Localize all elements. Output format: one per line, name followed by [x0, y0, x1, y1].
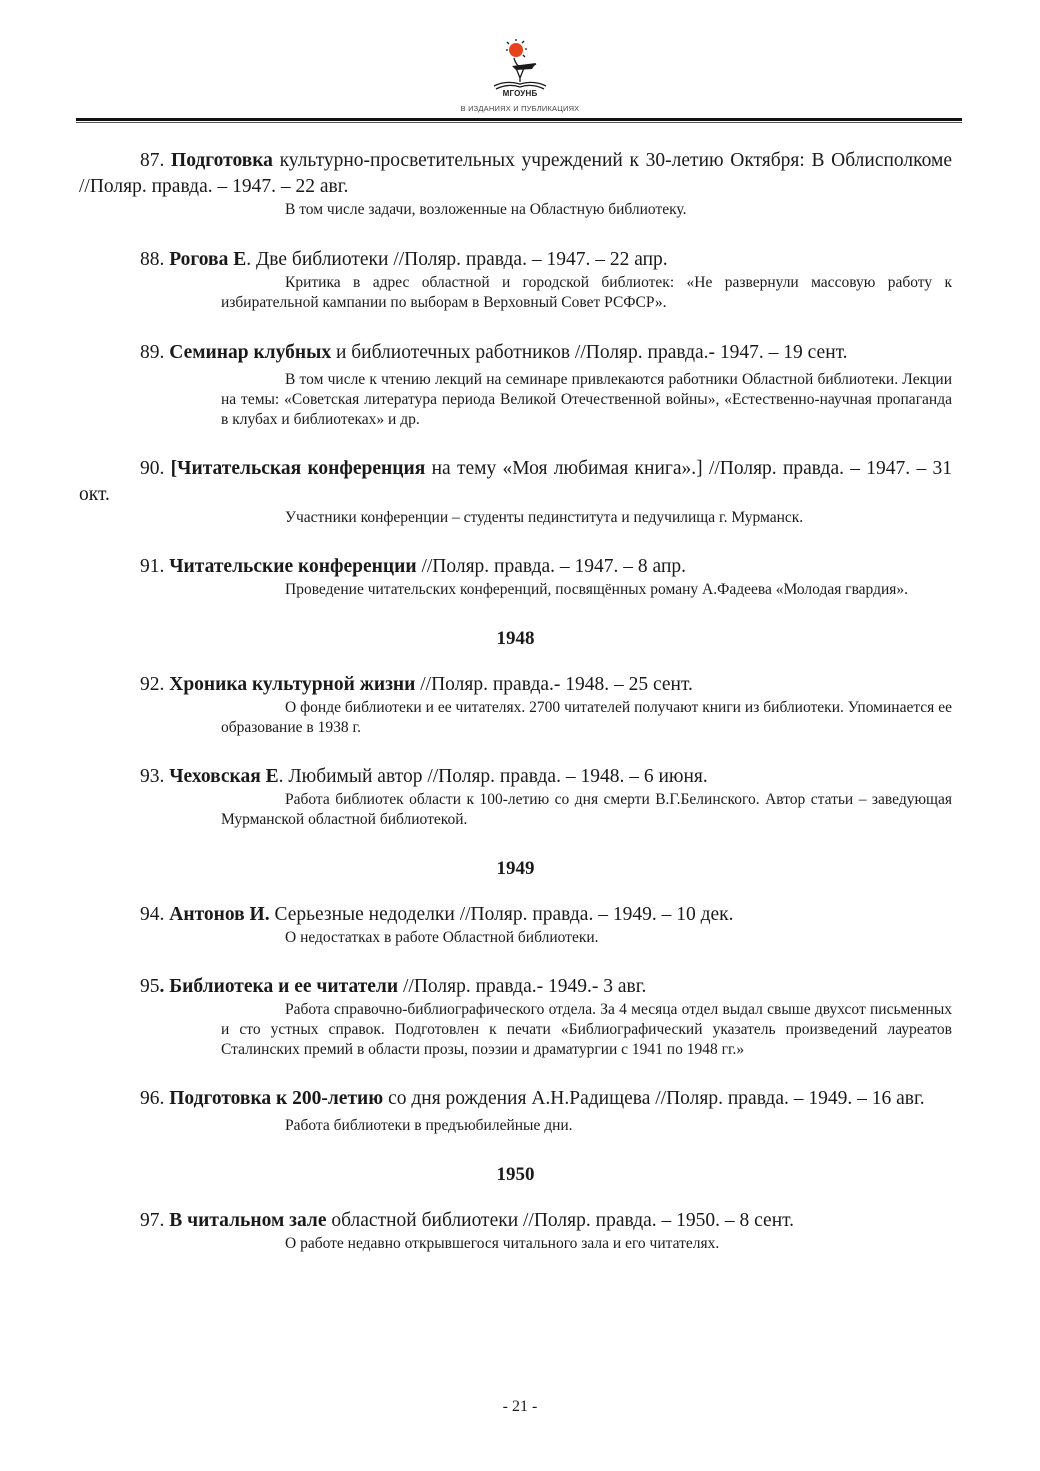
entry-title-bold: Семинар клубных: [169, 342, 332, 363]
entry-title-bold: Чеховская Е: [169, 766, 279, 787]
entry-annotation: Критика в адрес областной и городской библиотек: «Не развернули массовую работу к избирательной кампании по выборам в Верховный Совет РСФСР».: [221, 274, 952, 311]
entry-annotation: Работа справочно-библиографического отдела. За 4 месяца отдел выдал свыше двухсот письменных и сто устных справок. Подготовлен к печати «Библиографический указатель произведений лауреатов Сталинских премий в области прозы, поэзии и драматургии с 1941 по 1948 гг.»: [221, 1001, 952, 1058]
entry-citation: [79, 672, 952, 698]
entry-title-bold: Антонов И.: [169, 904, 270, 925]
entry-annotation: Работа библиотек области к 100-летию со дня смерти В.Г.Белинского. Автор статьи – заведующая Мурманской областной библиотекой.: [221, 791, 952, 828]
year-heading-1949: 1949: [496, 858, 535, 879]
entry-93: [79, 764, 952, 830]
entry-citation: [79, 456, 952, 508]
entry-number: 92.: [140, 674, 165, 695]
entry-annotation: Проведение читательских конференций, посвящённых роману А.Фадеева «Молодая гвардия».: [285, 581, 909, 598]
entry-number: 96.: [140, 1088, 165, 1109]
entry-number: 88.: [140, 249, 165, 270]
entry-title-bold: Хроника культурной жизни: [169, 674, 416, 695]
library-logo-icon: [486, 38, 554, 92]
entry-citation: [79, 1086, 952, 1112]
entry-89: [79, 340, 952, 430]
entry-citation: [79, 554, 952, 580]
entry-title-bold: . Библиотека и ее читатели: [159, 976, 399, 997]
entry-94: [79, 902, 952, 948]
entry-number: 95: [140, 976, 160, 997]
entry-number: 91.: [140, 556, 165, 577]
entry-source: на тему «Моя любимая книга».] //Поляр. правда. – 1947. – 31 окт.: [79, 458, 952, 505]
page-number: - 21 -: [502, 1398, 538, 1415]
entry-annotation: О фонде библиотеки и ее читателях. 2700 читателей получают книги из библиотеки. Упоминается ее образование в 1938 г.: [221, 699, 952, 736]
entry-annotation: О работе недавно открывшегося читального зала и его читателях.: [285, 1235, 720, 1252]
header-rule-thick: [76, 118, 962, 121]
entry-source: //Поляр. правда.- 1948. – 25 сент.: [415, 674, 693, 695]
entry-number: 90.: [140, 458, 165, 479]
entry-source: //Поляр. правда. – 1947. – 8 апр.: [416, 556, 687, 577]
entry-title-bold: Подготовка к 200-летию: [169, 1088, 384, 1109]
entry-number: 87.: [140, 150, 165, 171]
entry-citation: [79, 247, 952, 273]
entry-source: . Две библиотеки //Поляр. правда. – 1947. – 22 апр.: [246, 249, 668, 270]
entry-title-bold: Подготовка: [171, 150, 273, 171]
entry-annotation: Работа библиотеки в предъюбилейные дни.: [285, 1117, 573, 1134]
entry-annotation: В том числе к чтению лекций на семинаре привлекаются работники Областной библиотеки. Лекции на темы: «Советская литература периода Великой Отечественной войны», «Естественно-научная пропаганда в клубах и библиотеках» и др.: [221, 371, 952, 428]
entry-annotation: О недостатках в работе Областной библиотеки.: [285, 929, 599, 946]
entry-88: [79, 247, 952, 313]
entry-title-bold: В читальном зале: [169, 1210, 327, 1231]
entry-97: [79, 1208, 952, 1254]
entry-source: культурно-просветительных учреждений к 30-летию Октября: В Облисполкоме //Поляр. правда. – 1947. – 22 авг.: [79, 150, 953, 197]
entry-source: и библиотечных работников //Поляр. правда.- 1947. – 19 сент.: [331, 342, 848, 363]
entry-91: [79, 554, 952, 600]
entry-source: областной библиотеки //Поляр. правда. – 1950. – 8 сент.: [326, 1210, 795, 1231]
entry-number: 97.: [140, 1210, 165, 1231]
entry-number: 89.: [140, 342, 165, 363]
entry-citation: [79, 764, 952, 790]
page-header: [0, 0, 1040, 130]
entry-annotation: В том числе задачи, возложенные на Областную библиотеку.: [285, 201, 687, 218]
entry-source: //Поляр. правда.- 1949.- 3 авг.: [398, 976, 647, 997]
entry-number: 94.: [140, 904, 165, 925]
entry-number: 93.: [140, 766, 165, 787]
logo-text: МГОУНБ: [502, 89, 538, 98]
entry-title-bold: Читательские конференции: [169, 556, 417, 577]
year-heading-1948: 1948: [496, 628, 535, 649]
entry-annotation: Участники конференции – студенты пединститута и педучилища г. Мурманск.: [285, 509, 804, 526]
entry-90: [79, 456, 952, 528]
entry-citation: [79, 1208, 952, 1234]
entry-92: [79, 672, 952, 738]
year-heading-1950: 1950: [496, 1164, 535, 1185]
header-rule-thin: [76, 122, 962, 123]
entry-96: [79, 1086, 952, 1136]
entry-source: Серьезные недоделки //Поляр. правда. – 1949. – 10 дек.: [269, 904, 734, 925]
entry-source: со дня рождения А.Н.Радищева //Поляр. правда. – 1949. – 16 авг.: [383, 1088, 925, 1109]
entry-title-bold: Рогова Е: [169, 249, 247, 270]
entry-95: [79, 974, 952, 1060]
entry-87: [79, 148, 952, 220]
bibliography-list: [79, 148, 952, 1254]
entry-source: . Любимый автор //Поляр. правда. – 1948. – 6 июня.: [278, 766, 708, 787]
header-caption: В ИЗДАНИЯХ И ПУБЛИКАЦИЯХ: [460, 104, 580, 113]
entry-citation: [79, 148, 952, 200]
entry-citation: [79, 902, 952, 928]
entry-citation: [79, 340, 952, 366]
entry-title-bold: [Читательская конференция: [170, 458, 426, 479]
entry-citation: [79, 974, 952, 1000]
